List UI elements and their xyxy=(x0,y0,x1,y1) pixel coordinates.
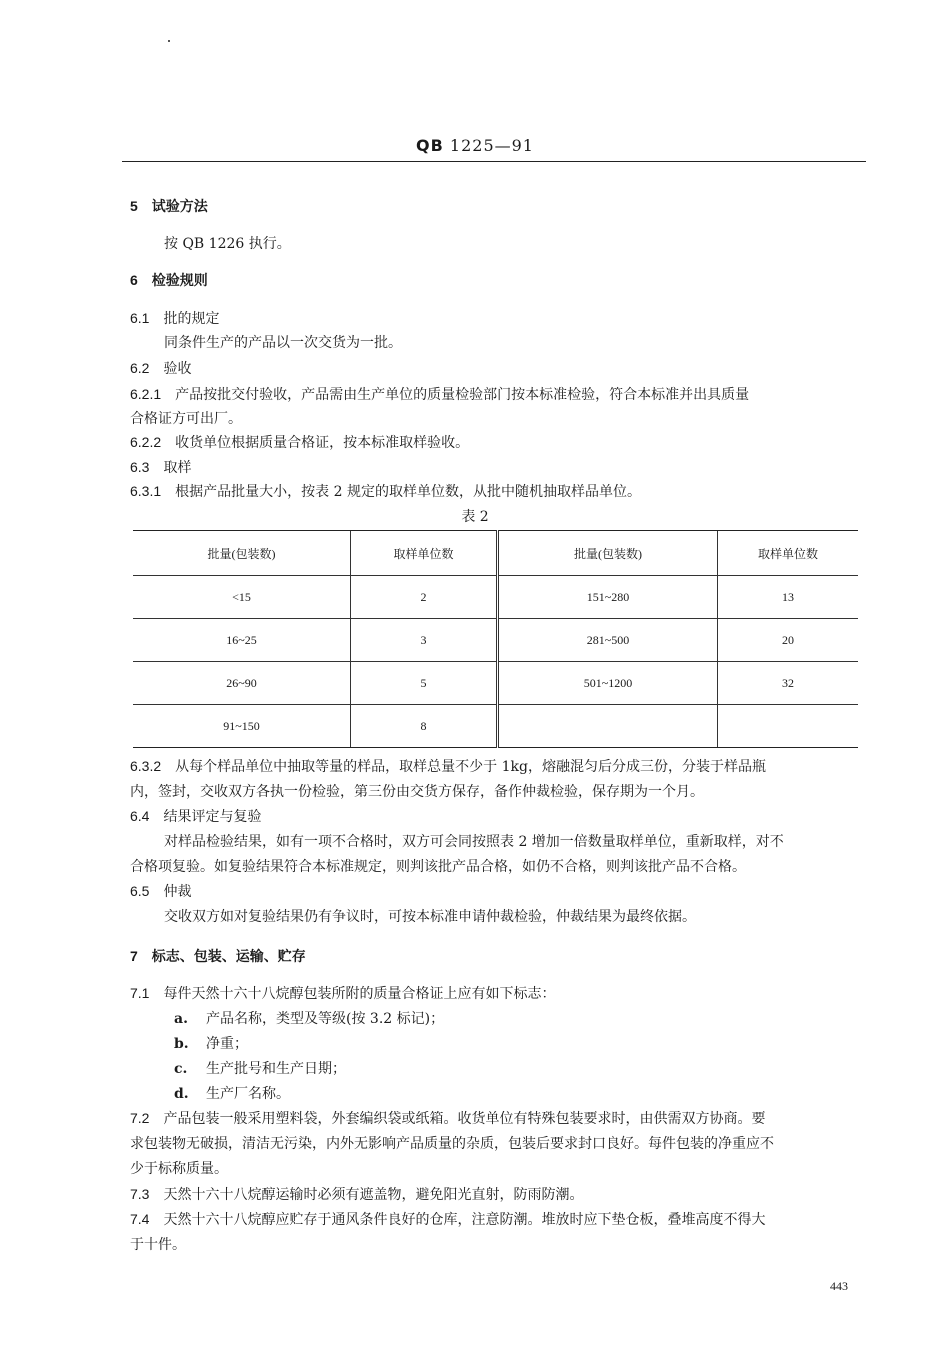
clause-7-2 xyxy=(130,1108,765,1128)
section-7-heading xyxy=(130,946,306,966)
table-cell: 281~500 xyxy=(498,619,718,662)
table-cell: 151~280 xyxy=(498,576,718,619)
clause-6-3-heading xyxy=(130,457,191,477)
clause-number: 6.3.2 xyxy=(130,758,162,774)
clause-6-1-body: 同条件生产的产品以一次交货为一批。 xyxy=(164,335,402,351)
list-marker: d. xyxy=(174,1086,189,1102)
clause-text: 每件天然十六十八烷醇包装所附的质量合格证上应有如下标志： xyxy=(163,986,556,1002)
clause-7-4 xyxy=(130,1209,765,1229)
table-cell: 8 xyxy=(351,705,498,748)
clause-text: 根据产品批量大小，按表 2 规定的取样单位数，从批中随机抽取样品单位。 xyxy=(175,484,641,500)
table-cell: 501~1200 xyxy=(498,662,718,705)
clause-6-4-body-cont: 合格项复验。如复验结果符合本标准规定，则判该批产品合格，如仍不合格，则判该批产品不合格。 xyxy=(130,859,746,875)
list-text: 生产厂名称。 xyxy=(206,1086,290,1102)
clause-6-3-1 xyxy=(130,481,641,501)
clause-6-1-heading xyxy=(130,308,219,328)
list-marker: a. xyxy=(174,1011,188,1027)
table-cell: 32 xyxy=(718,662,859,705)
header-batch-size: 批量(包装数) xyxy=(133,531,351,576)
clause-text: 收货单位根据质量合格证，按本标准取样验收。 xyxy=(175,435,470,451)
clause-title: 验收 xyxy=(163,361,192,377)
list-text: 生产批号和生产日期； xyxy=(206,1061,346,1077)
list-item xyxy=(174,1083,290,1103)
table-cell: 26~90 xyxy=(133,662,351,705)
clause-7-1 xyxy=(130,983,555,1003)
header-batch-size: 批量(包装数) xyxy=(498,531,718,576)
clause-text: 产品按批交付验收，产品需由生产单位的质量检验部门按本标准检验，符合本标准并出具质量 xyxy=(175,387,750,403)
header-sample-units: 取样单位数 xyxy=(718,531,859,576)
page-number: 443 xyxy=(830,1279,848,1293)
section-title: 试验方法 xyxy=(151,199,208,215)
list-item xyxy=(174,1033,248,1053)
table-cell xyxy=(498,705,718,748)
clause-title: 取样 xyxy=(163,460,192,476)
table-row xyxy=(133,705,858,748)
section-title: 检验规则 xyxy=(151,273,208,289)
table-cell: 5 xyxy=(351,662,498,705)
clause-text: 天然十六十八烷醇运输时必须有遮盖物，避免阳光直射，防雨防潮。 xyxy=(163,1187,584,1203)
section-title: 标志、包装、运输、贮存 xyxy=(151,949,306,965)
clause-7-3 xyxy=(130,1184,583,1204)
clause-title: 批的规定 xyxy=(163,311,220,327)
clause-number: 7.1 xyxy=(130,985,150,1001)
list-text: 净重； xyxy=(206,1036,248,1052)
section-number: 5 xyxy=(130,198,138,214)
list-item xyxy=(174,1008,444,1028)
clause-6-3-2 xyxy=(130,756,766,776)
header-sample-units: 取样单位数 xyxy=(351,531,498,576)
table-header-row xyxy=(133,531,858,576)
standard-code: QB xyxy=(416,136,444,155)
clause-6-5-heading xyxy=(130,881,191,901)
table-cell: 13 xyxy=(718,576,859,619)
clause-number: 7.4 xyxy=(130,1211,150,1227)
clause-number: 6.2.1 xyxy=(130,386,162,402)
list-marker: b. xyxy=(174,1036,189,1052)
table-row xyxy=(133,576,858,619)
clause-6-4-heading xyxy=(130,806,261,826)
clause-title: 结果评定与复验 xyxy=(163,809,262,825)
clause-text: 天然十六十八烷醇应贮存于通风条件良好的仓库，注意防潮。堆放时应下垫仓板，叠堆高度不得大 xyxy=(163,1212,766,1228)
table-cell xyxy=(718,705,859,748)
table-cell: 91~150 xyxy=(133,705,351,748)
table-caption: 表 2 xyxy=(461,509,489,525)
clause-number: 6.1 xyxy=(130,310,150,326)
clause-7-2-cont: 求包装物无破损，清洁无污染，内外无影响产品质量的杂质，包装后要求封口良好。每件包装的净重应不 xyxy=(130,1136,774,1152)
clause-title: 仲裁 xyxy=(163,884,192,900)
clause-6-2-2 xyxy=(130,432,469,452)
clause-number: 6.4 xyxy=(130,808,150,824)
list-marker: c. xyxy=(174,1061,188,1077)
table-row xyxy=(133,619,858,662)
sampling-table xyxy=(133,530,858,748)
clause-number: 6.5 xyxy=(130,883,150,899)
section-number: 7 xyxy=(130,948,138,964)
clause-6-2-1-cont: 合格证方可出厂。 xyxy=(130,411,242,427)
header-rule xyxy=(122,161,866,162)
table-cell: 16~25 xyxy=(133,619,351,662)
scan-speck xyxy=(168,40,170,42)
clause-number: 7.3 xyxy=(130,1186,150,1202)
clause-text: 从每个样品单位中抽取等量的样品，取样总量不少于 1kg，熔融混匀后分成三份，分装于样品瓶 xyxy=(175,759,766,775)
clause-number: 7.2 xyxy=(130,1110,150,1126)
table-row xyxy=(133,662,858,705)
clause-number: 6.2.2 xyxy=(130,434,162,450)
table-cell: 2 xyxy=(351,576,498,619)
table-cell: <15 xyxy=(133,576,351,619)
clause-number: 6.3 xyxy=(130,459,150,475)
section-6-heading xyxy=(130,270,208,290)
clause-6-5-body: 交收双方如对复验结果仍有争议时，可按本标准申请仲裁检验，仲裁结果为最终依据。 xyxy=(164,909,696,925)
section-5-heading xyxy=(130,196,208,216)
clause-number: 6.2 xyxy=(130,360,150,376)
standard-number: 1225—91 xyxy=(449,136,534,155)
clause-6-2-1 xyxy=(130,384,749,404)
section-5-body: 按 QB 1226 执行。 xyxy=(164,236,291,252)
clause-6-4-body: 对样品检验结果，如有一项不合格时，双方可会同按照表 2 增加一倍数量取样单位，重新取样，对不 xyxy=(164,834,784,850)
clause-text: 产品包装一般采用塑料袋，外套编织袋或纸箱。收货单位有特殊包装要求时，由供需双方协商。要 xyxy=(163,1111,766,1127)
table-cell: 3 xyxy=(351,619,498,662)
list-item xyxy=(174,1058,346,1078)
list-text: 产品名称，类型及等级(按 3.2 标记)； xyxy=(206,1011,445,1027)
clause-7-2-cont: 少于标称质量。 xyxy=(130,1161,228,1177)
section-number: 6 xyxy=(130,272,138,288)
clause-7-4-cont: 于十件。 xyxy=(130,1237,186,1253)
clause-6-2-heading xyxy=(130,358,191,378)
clause-number: 6.3.1 xyxy=(130,483,162,499)
page-header xyxy=(0,136,950,155)
table-cell: 20 xyxy=(718,619,859,662)
clause-6-3-2-cont: 内，签封，交收双方各执一份检验，第三份由交货方保存，备作仲裁检验，保存期为一个月。 xyxy=(130,784,704,800)
